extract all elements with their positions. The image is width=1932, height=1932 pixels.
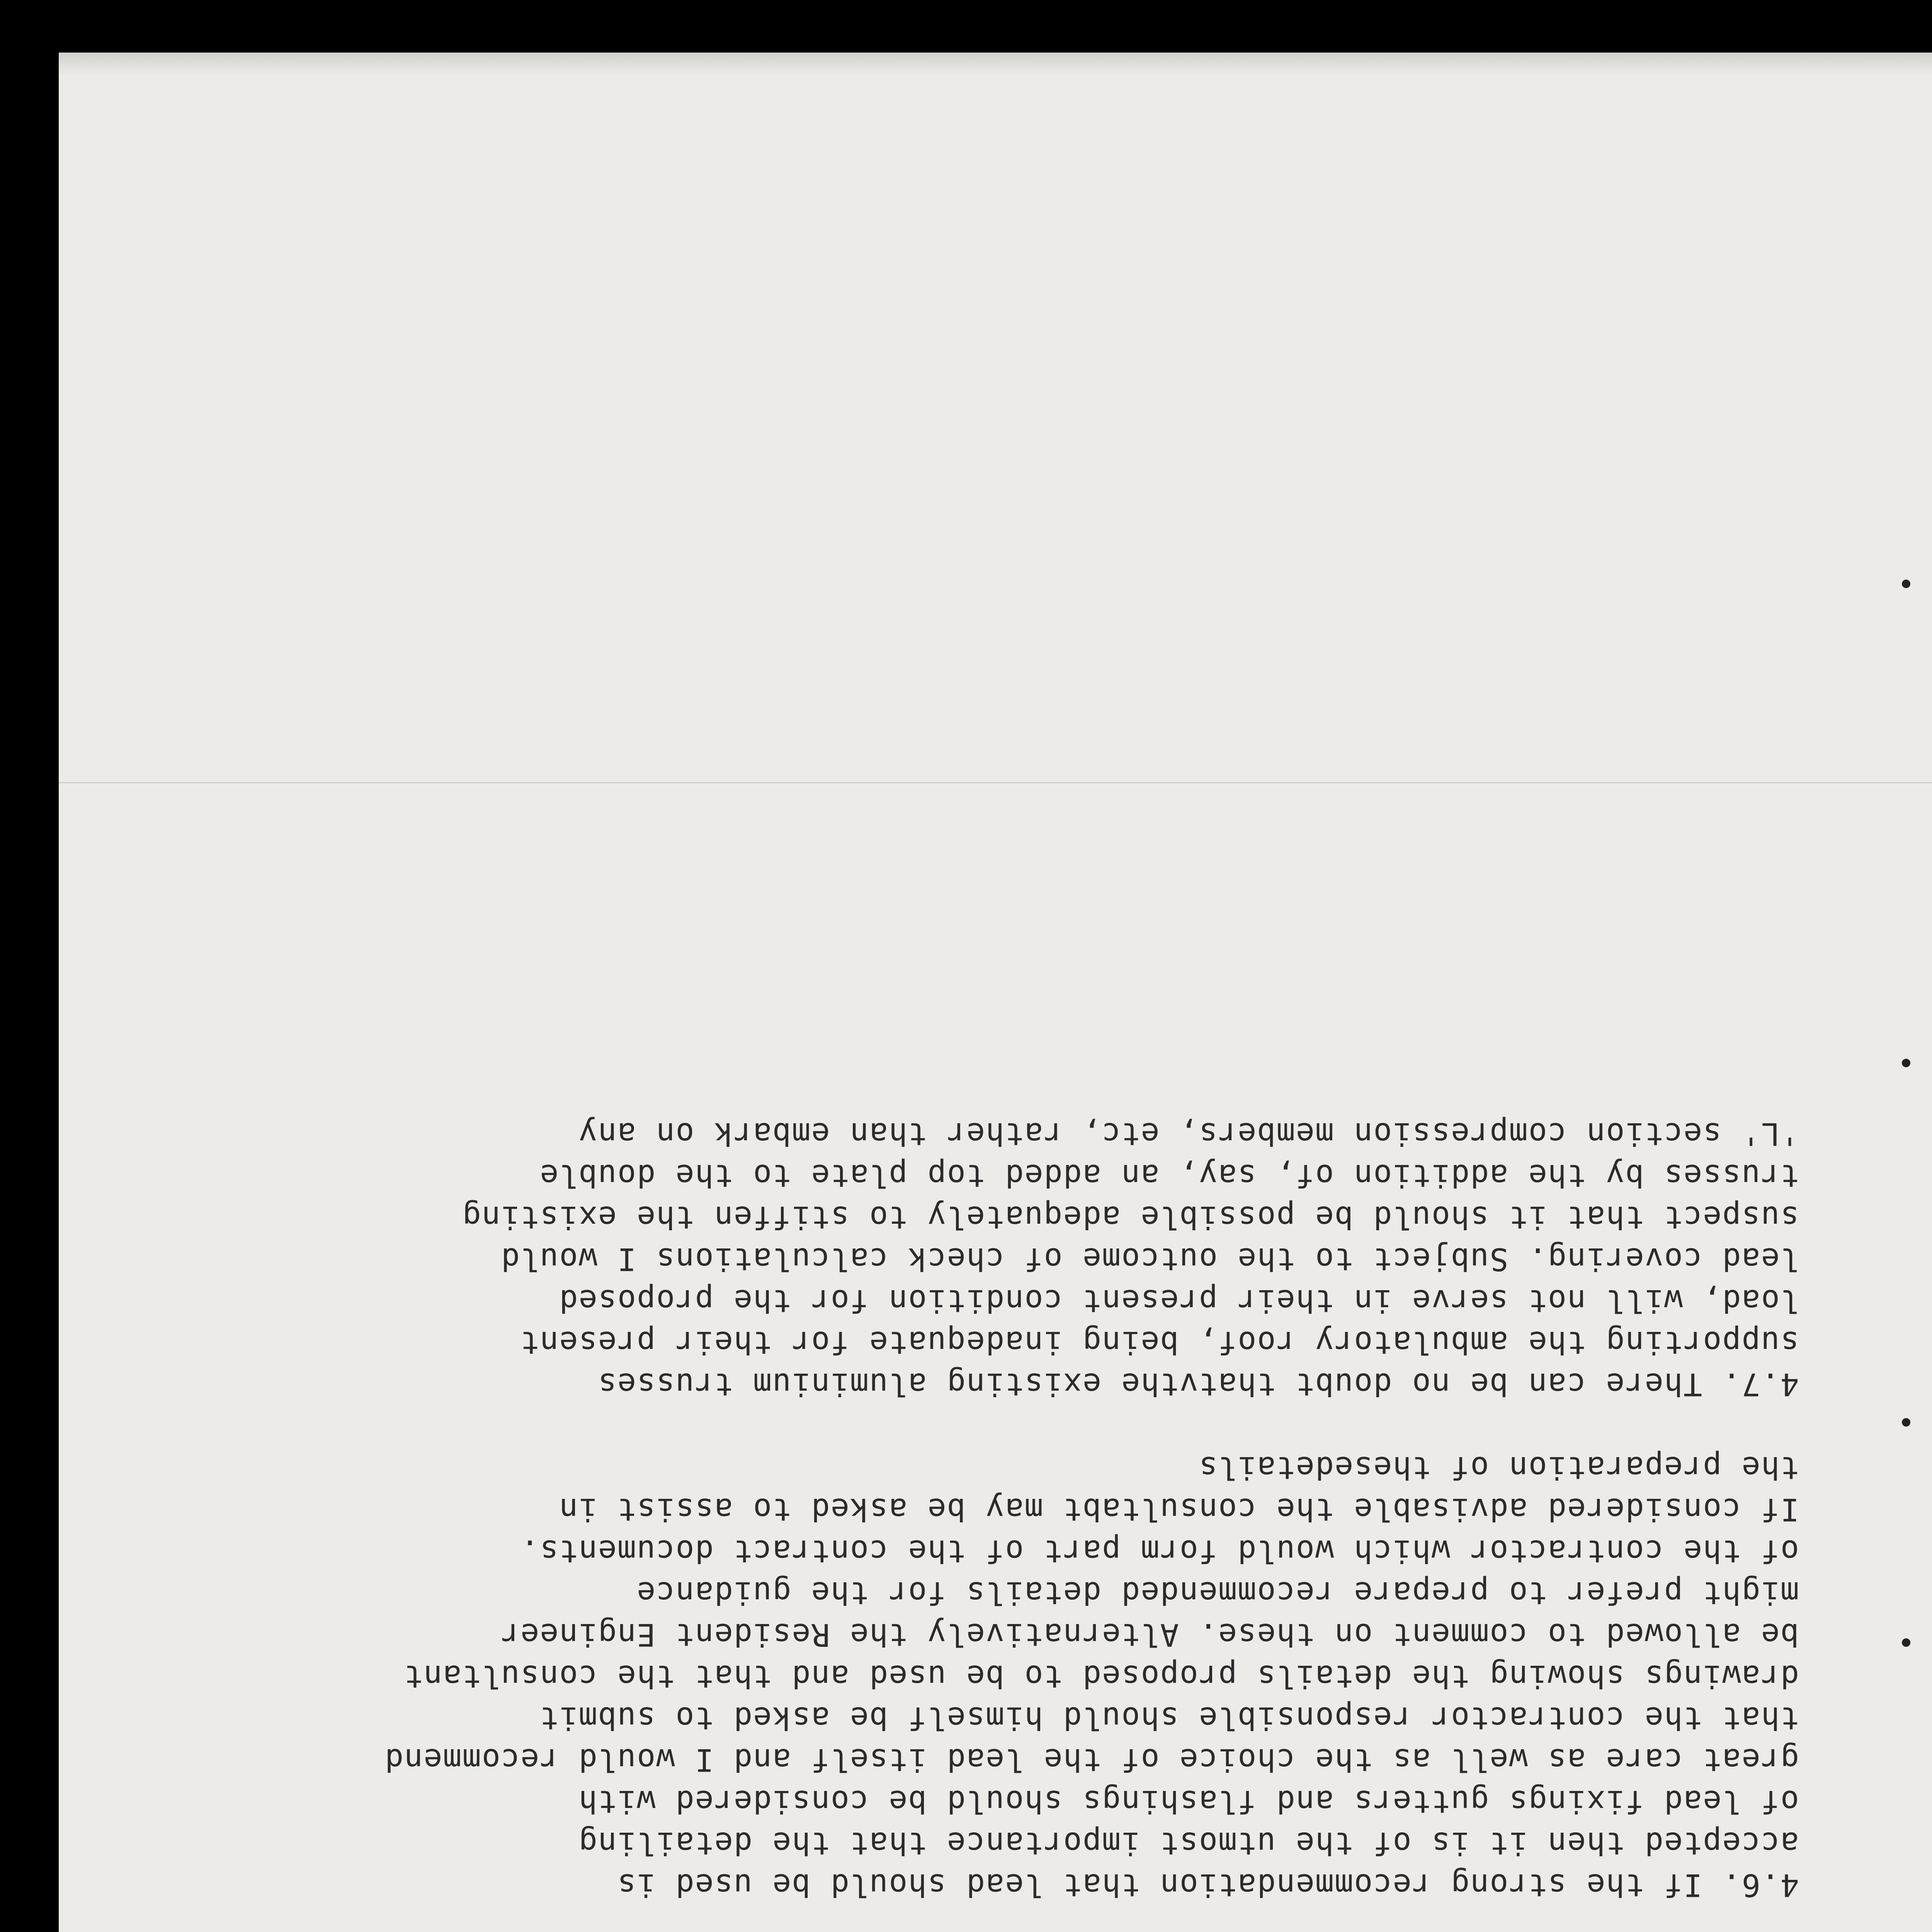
punch-mark [1902,1059,1910,1067]
paragraph-4-6 [145,1447,1799,1906]
text-line: 4.7. There can be no doubt thatvthe existing aluminium trusses [597,1366,1799,1402]
fold-line [59,782,1932,783]
text-line: the preparation of thesedetails [1198,1450,1799,1486]
punch-mark [1902,1418,1910,1427]
paragraph-4-7 [145,1113,1799,1405]
punch-mark [1902,1638,1910,1647]
text-line: of lead fixings gutters and flashings should be considered with [578,1784,1799,1820]
text-line: lead covering. Subject to the outcome of check calculations I would [500,1241,1799,1277]
text-line: drawings showing the details proposed to be used and that the consultant [403,1658,1799,1694]
text-line: supporting the ambulatory roof, being inadequate for their present [520,1325,1799,1361]
text-line: If considered advisable the consultabt may be asked to assist in [558,1492,1799,1527]
text-line: of the contractor which would form part of the contract documents. [520,1533,1799,1569]
text-line: might prefer to prepare recommended details for the guidance [636,1575,1799,1611]
text-line: 4.6. If the strong recommendation that lead should be used is [616,1867,1799,1903]
text-line: that the contractor responsible should himself be asked to submit [539,1700,1799,1736]
text-line: great care as well as the choice of the lead itself and I would recommend [384,1742,1799,1778]
text-line: 'L' section compression members, etc, rather than embark on any [578,1116,1799,1152]
text-line: trusses by the addition of, say, an added top plate to the double [539,1158,1799,1194]
text-line: suspect that it should be possible adequately to stiffen the existing [461,1199,1799,1235]
punch-mark [1902,580,1910,588]
document-page [59,53,1932,1932]
typewritten-text [145,1071,1799,1932]
text-line: load, will not serve in their present condition for the proposed [558,1283,1799,1319]
text-line: accepted then it is of the utmost importance that the detailing [578,1825,1799,1861]
rotated-page-content [59,53,1932,1932]
text-line: be allowed to comment on these. Alternatively the Resident Engineer [500,1617,1799,1653]
